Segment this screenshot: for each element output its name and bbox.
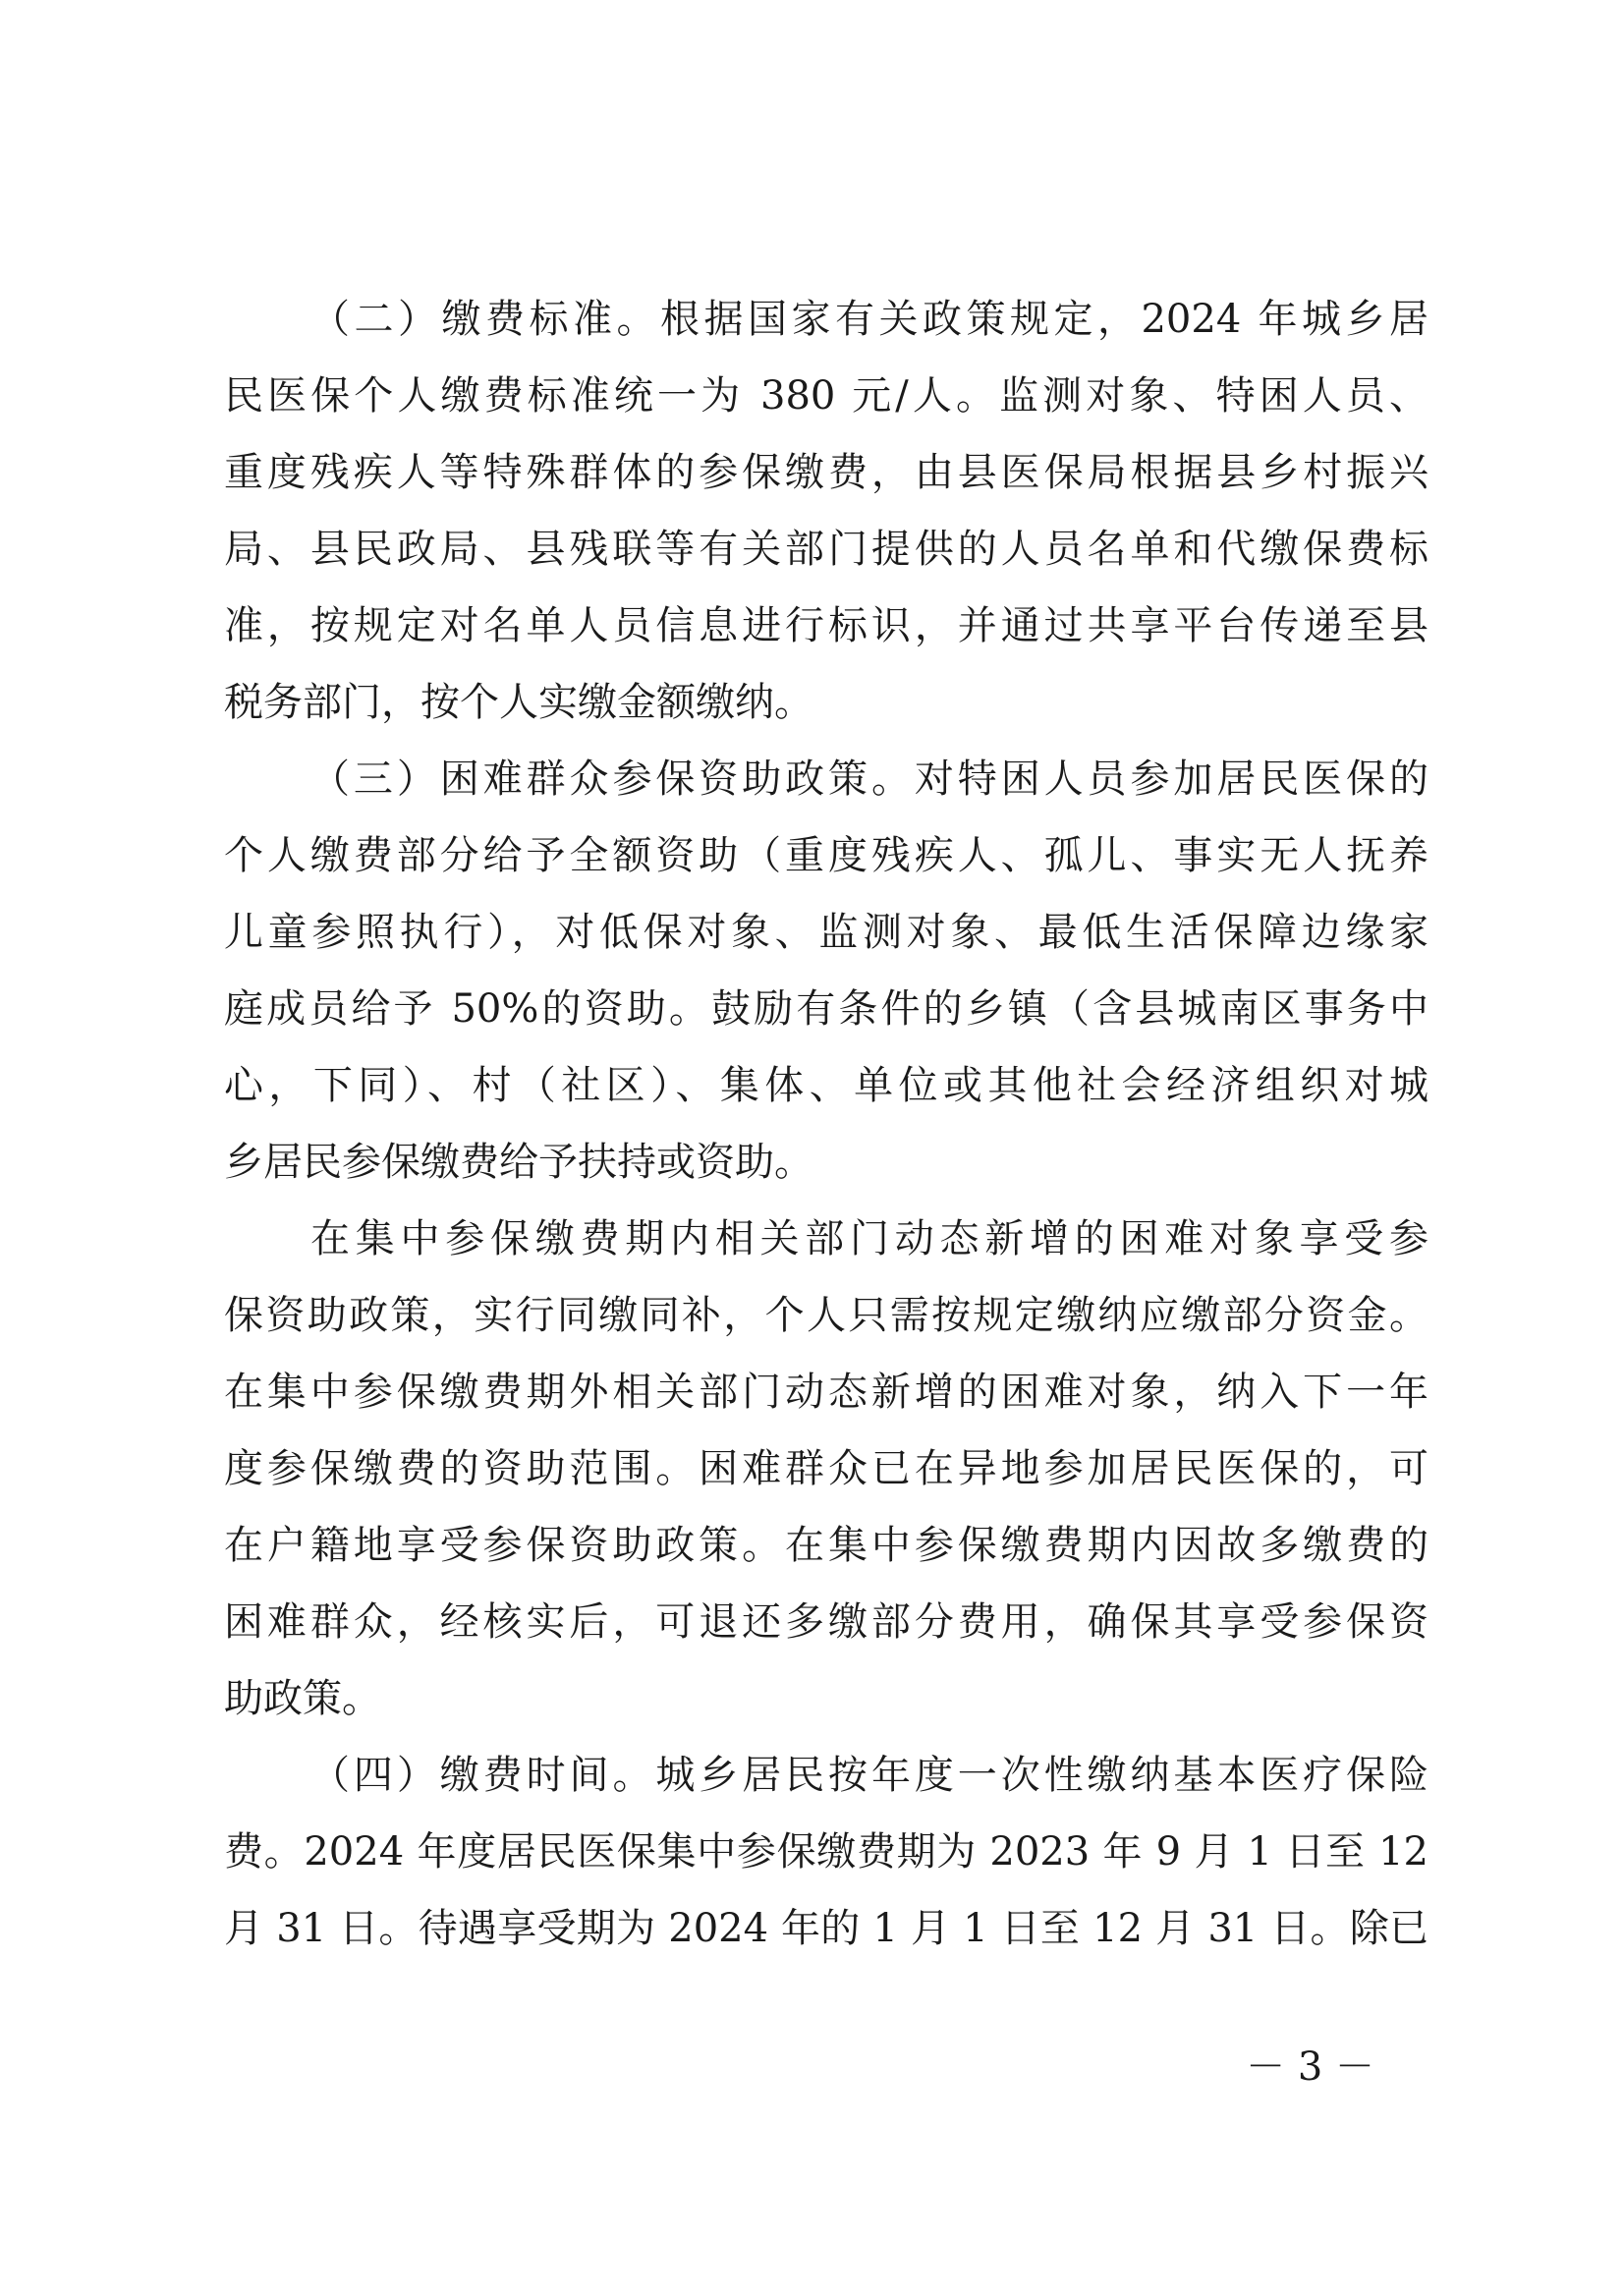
section-2-line-3: 重度残疾人等特殊群体的参保缴费，由县医保局根据县乡村振兴 — [224, 450, 1428, 495]
section-4-line-1: （四）缴费时间。城乡居民按年度一次性缴纳基本医疗保险 — [310, 1753, 1428, 1798]
paragraph-new-cases-line-5: 在户籍地享受参保资助政策。在集中参保缴费期内因故多缴费的 — [224, 1523, 1428, 1568]
section-2-line-6: 税务部门，按个人实缴金额缴纳。 — [224, 680, 813, 725]
section-2-line-4: 局、县民政局、县残联等有关部门提供的人员名单和代缴保费标 — [224, 527, 1428, 572]
page-number: － 3 － — [1246, 2044, 1374, 2090]
section-3-line-3: 儿童参照执行），对低保对象、监测对象、最低生活保障边缘家 — [224, 910, 1428, 955]
section-3-line-2: 个人缴费部分给予全额资助（重度残疾人、孤儿、事实无人抚养 — [224, 833, 1428, 878]
section-3-line-1: （三）困难群众参保资助政策。对特困人员参加居民医保的 — [310, 756, 1428, 802]
section-4-line-3: 月 31 日。待遇享受期为 2024 年的 1 月 1 日至 12 月 31 日。除已 — [224, 1906, 1428, 1951]
paragraph-new-cases-line-7: 助政策。 — [224, 1676, 381, 1721]
paragraph-new-cases-line-4: 度参保缴费的资助范围。困难群众已在异地参加居民医保的，可 — [224, 1446, 1428, 1491]
section-4-line-2: 费。2024 年度居民医保集中参保缴费期为 2023 年 9 月 1 日至 12 — [224, 1829, 1428, 1875]
paragraph-new-cases-line-6: 困难群众，经核实后，可退还多缴部分费用，确保其享受参保资 — [224, 1599, 1428, 1645]
section-2-line-5: 准，按规定对名单人员信息进行标识，并通过共享平台传递至县 — [224, 603, 1428, 648]
paragraph-new-cases-line-1: 在集中参保缴费期内相关部门动态新增的困难对象享受参 — [310, 1216, 1428, 1261]
section-3-line-6: 乡居民参保缴费给予扶持或资助。 — [224, 1140, 813, 1185]
paragraph-new-cases-line-2: 保资助政策，实行同缴同补，个人只需按规定缴纳应缴部分资金。 — [224, 1293, 1428, 1338]
paragraph-new-cases-line-3: 在集中参保缴费期外相关部门动态新增的困难对象，纳入下一年 — [224, 1370, 1428, 1415]
section-3-line-5: 心，下同）、村（社区）、集体、单位或其他社会经济组织对城 — [224, 1063, 1428, 1108]
section-3-line-4: 庭成员给予 50%的资助。鼓励有条件的乡镇（含县城南区事务中 — [224, 986, 1428, 1032]
body-text — [224, 281, 1428, 1967]
section-2-line-1: （二）缴费标准。根据国家有关政策规定，2024 年城乡居 — [310, 297, 1428, 342]
section-2-line-2: 民医保个人缴费标准统一为 380 元/人。监测对象、特困人员、 — [224, 373, 1428, 419]
